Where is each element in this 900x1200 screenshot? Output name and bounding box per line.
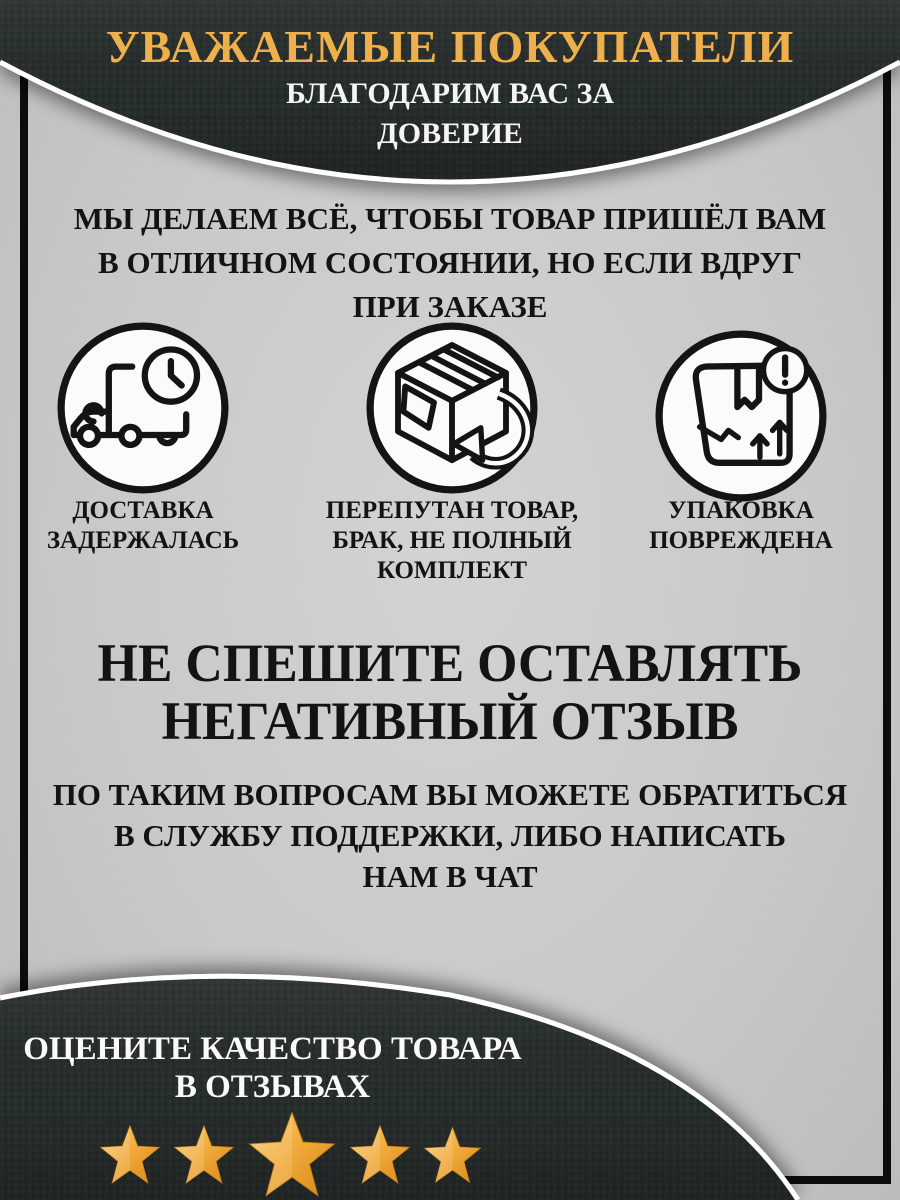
support-line: НАМ В ЧАТ <box>362 859 538 894</box>
delivery-truck-clock-icon <box>53 318 233 498</box>
warning-line: НЕ СПЕШИТЕ ОСТАВЛЯТЬ <box>97 633 803 693</box>
issue-label-line: ЗАДЕРЖАЛАСЬ <box>46 527 240 554</box>
intro-paragraph <box>50 197 850 329</box>
rating-stars <box>55 1100 525 1200</box>
intro-line: ПРИ ЗАКАЗЕ <box>352 289 548 324</box>
star-icon <box>98 1123 162 1187</box>
header-title: УВАЖАЕМЫЕ ПОКУПАТЕЛИ <box>105 21 795 72</box>
issue-label-wrong-item <box>302 496 602 586</box>
issue-label-line: ПОВРЕЖДЕНА <box>649 527 833 554</box>
star-icon <box>422 1125 483 1186</box>
warning-heading <box>66 634 834 750</box>
footer-line: В ОТЗЫВАХ <box>174 1069 371 1105</box>
damaged-package-icon <box>651 326 831 506</box>
star-icon <box>172 1123 236 1187</box>
footer-text <box>0 1030 545 1106</box>
issue-label-line: ПЕРЕПУТАН ТОВАР, <box>325 497 579 524</box>
issue-label-line: БРАК, НЕ ПОЛНЫЙ <box>332 527 572 554</box>
issue-label-line: УПАКОВКА <box>668 497 814 524</box>
footer-line: ОЦЕНИТЕ КАЧЕСТВО ТОВАРА <box>23 1031 522 1067</box>
support-line: В СЛУЖБУ ПОДДЕРЖКИ, ЛИБО НАПИСАТЬ <box>113 818 787 853</box>
header-subtitle <box>0 74 900 154</box>
issue-label-damaged <box>591 496 891 556</box>
header-subtitle-line: БЛАГОДАРИМ ВАС ЗА <box>285 77 615 110</box>
warning-line: НЕГАТИВНЫЙ ОТЗЫВ <box>161 691 739 751</box>
support-paragraph <box>50 774 850 897</box>
star-icon <box>246 1109 338 1200</box>
intro-line: В ОТЛИЧНОМ СОСТОЯНИИ, НО ЕСЛИ ВДРУГ <box>98 245 802 280</box>
intro-line: МЫ ДЕЛАЕМ ВСЁ, ЧТОБЫ ТОВАР ПРИШЁЛ ВАМ <box>73 201 827 236</box>
issue-label-line: КОМПЛЕКТ <box>376 557 528 584</box>
star-icon <box>348 1123 412 1187</box>
return-box-arrow-icon <box>362 318 542 498</box>
header-subtitle-line: ДОВЕРИЕ <box>377 117 523 150</box>
support-line: ПО ТАКИМ ВОПРОСАМ ВЫ МОЖЕТЕ ОБРАТИТЬСЯ <box>52 777 848 812</box>
issue-label-delivery <box>0 496 293 556</box>
issue-label-line: ДОСТАВКА <box>72 497 214 524</box>
